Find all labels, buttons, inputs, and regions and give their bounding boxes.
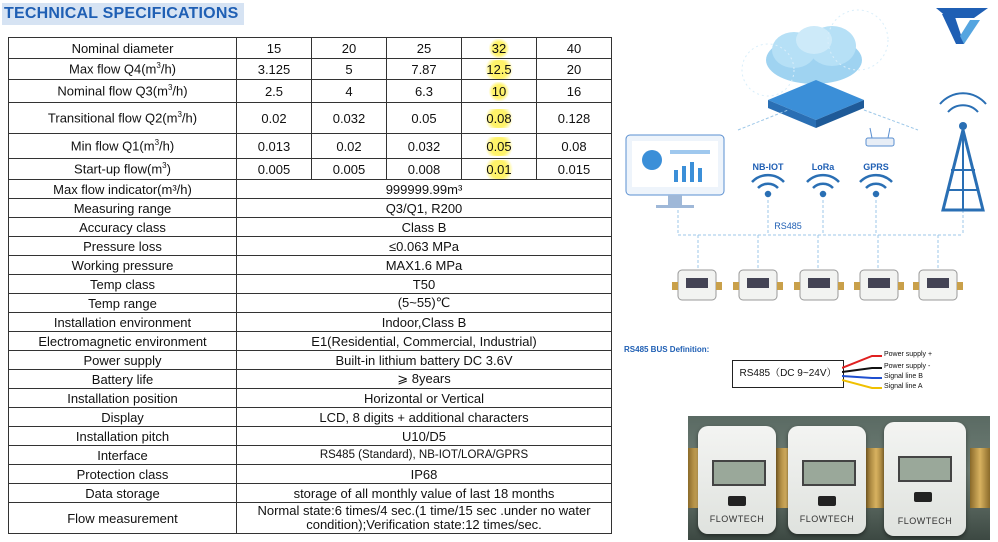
row-value: Built-in lithium battery DC 3.6V: [237, 351, 612, 370]
table-row: [9, 80, 612, 103]
row-label: Power supply: [9, 351, 237, 370]
table-row: [9, 103, 612, 134]
row-value: Class B: [237, 218, 612, 237]
table-row: [9, 503, 612, 534]
wireless-label-gprs: GPRS: [863, 162, 889, 172]
table-cell: 12.5: [462, 59, 537, 80]
bus-label: RS485: [774, 221, 802, 231]
row-value: Horizontal or Vertical: [237, 389, 612, 408]
meter-photo-1: [698, 426, 776, 534]
table-row: [9, 275, 612, 294]
row-value: E1(Residential, Commercial, Industrial): [237, 332, 612, 351]
table-cell: 20: [537, 59, 612, 80]
table-row: [9, 159, 612, 180]
row-label: Temp class: [9, 275, 237, 294]
row-label: Temp range: [9, 294, 237, 313]
row-value: T50: [237, 275, 612, 294]
row-value: ⩾ 8years: [237, 370, 612, 389]
row-value: IP68: [237, 465, 612, 484]
wire-label-3: Signal line A: [884, 383, 923, 390]
table-row: [9, 38, 612, 59]
row-label: Max flow indicator(m³/h): [9, 180, 237, 199]
table-cell: 0.128: [537, 103, 612, 134]
row-label: Battery life: [9, 370, 237, 389]
table-cell: 6.3: [387, 80, 462, 103]
row-label: Display: [9, 408, 237, 427]
meter-brand: FLOWTECH: [799, 514, 855, 524]
wire-power-minus: [842, 368, 882, 372]
table-cell: 0.008: [387, 159, 462, 180]
table-row: [9, 351, 612, 370]
table-row: [9, 446, 612, 465]
row-label: Nominal flow $Q3(m^3/h)$: [9, 80, 237, 103]
table-row: [9, 256, 612, 275]
table-row: [9, 218, 612, 237]
table-row: [9, 427, 612, 446]
table-row: [9, 370, 612, 389]
product-photo: [688, 416, 990, 540]
row-label: Min flow $Q1(m^3/h)$: [9, 134, 237, 159]
table-cell: 0.02: [237, 103, 312, 134]
table-row: [9, 389, 612, 408]
row-label: Flow measurement: [9, 503, 237, 534]
wireless-label-nbiot: NB-IOT: [752, 162, 784, 172]
table-row: [9, 484, 612, 503]
table-cell: 0.08: [537, 134, 612, 159]
row-value: ≤0.063 MPa: [237, 237, 612, 256]
table-cell: 16: [537, 80, 612, 103]
wifi-icons: [752, 175, 892, 196]
table-row: [9, 465, 612, 484]
table-cell: 10: [462, 80, 537, 103]
table-cell: 5: [312, 59, 387, 80]
table-cell: 0.005: [312, 159, 387, 180]
row-label: Installation environment: [9, 313, 237, 332]
spec-table: [8, 37, 612, 534]
table-row: [9, 180, 612, 199]
row-label: Electromagnetic environment: [9, 332, 237, 351]
table-row: [9, 237, 612, 256]
wire-power-plus: [842, 356, 882, 368]
table-cell: 0.02: [312, 134, 387, 159]
meter-brand: FLOWTECH: [709, 514, 765, 524]
signal-tower-icon: [940, 93, 986, 210]
row-value: LCD, 8 digits + additional characters: [237, 408, 612, 427]
row-label: Measuring range: [9, 199, 237, 218]
row-label: Start-up $flow(m^3)$: [9, 159, 237, 180]
row-value: 999999.99m³: [237, 180, 612, 199]
table-row: [9, 199, 612, 218]
table-cell: 4: [312, 80, 387, 103]
table-row: [9, 408, 612, 427]
table-cell: 0.032: [387, 134, 462, 159]
wireless-label-lora: LoRa: [811, 162, 835, 172]
meter-brand: FLOWTECH: [897, 516, 953, 526]
table-cell: 7.87: [387, 59, 462, 80]
wire-label-0: Power supply +: [884, 351, 933, 358]
water-meter-icon: [672, 270, 963, 300]
table-cell: 2.5: [237, 80, 312, 103]
meter-photo-2: [788, 426, 866, 534]
row-value: Normal state:6 times/4 sec.(1 time/15 sec .under no water condition);Verification state:12 times/sec.: [237, 503, 612, 534]
table-row: [9, 313, 612, 332]
table-cell: 0.032: [312, 103, 387, 134]
table-cell: 0.015: [537, 159, 612, 180]
wire-signal-a: [842, 380, 882, 388]
brand-logo-icon: [934, 4, 990, 50]
meter-photo-3: [884, 422, 966, 536]
page-title: TECHNICAL SPECIFICATIONS: [2, 3, 244, 25]
table-cell: 0.005: [237, 159, 312, 180]
table-row: [9, 294, 612, 313]
row-label: Installation pitch: [9, 427, 237, 446]
router-icon: [866, 128, 894, 146]
row-value: U10/D5: [237, 427, 612, 446]
wire-signal-b: [842, 376, 882, 378]
table-cell: 32: [462, 38, 537, 59]
table-row: [9, 134, 612, 159]
row-label: Protection class: [9, 465, 237, 484]
row-value: Q3/Q1, R200: [237, 199, 612, 218]
monitor-dashboard-icon: [626, 135, 724, 208]
row-label: Nominal diameter: [9, 38, 237, 59]
server-icon: [768, 80, 864, 128]
table-row: [9, 59, 612, 80]
row-value: MAX1.6 MPa: [237, 256, 612, 275]
table-cell: 20: [312, 38, 387, 59]
row-value: Indoor,Class B: [237, 313, 612, 332]
table-cell: 0.01: [462, 159, 537, 180]
bus-definition-box: RS485（DC 9~24V）: [732, 360, 844, 388]
row-label: Transitional flow $Q2(m^3/h)$: [9, 103, 237, 134]
row-label: Data storage: [9, 484, 237, 503]
table-cell: 25: [387, 38, 462, 59]
wire-label-2: Signal line B: [884, 373, 923, 380]
row-value: storage of all monthly value of last 18 months: [237, 484, 612, 503]
row-label: Working pressure: [9, 256, 237, 275]
row-label: Accuracy class: [9, 218, 237, 237]
table-row: [9, 332, 612, 351]
row-label: Interface: [9, 446, 237, 465]
table-cell: 0.013: [237, 134, 312, 159]
table-cell: 3.125: [237, 59, 312, 80]
table-cell: 0.05: [387, 103, 462, 134]
wire-label-1: Power supply -: [884, 363, 931, 370]
row-value: RS485 (Standard), NB-IOT/LORA/GPRS: [237, 446, 612, 465]
table-cell: 0.05: [462, 134, 537, 159]
row-label: Pressure loss: [9, 237, 237, 256]
row-label: Max flow $Q4(m^3/h)$: [9, 59, 237, 80]
table-cell: 0.08: [462, 103, 537, 134]
table-cell: 40: [537, 38, 612, 59]
row-label: Installation position: [9, 389, 237, 408]
bus-definition-title: RS485 BUS Definition:: [624, 345, 710, 354]
row-value: (5~55)℃: [237, 294, 612, 313]
table-cell: 15: [237, 38, 312, 59]
